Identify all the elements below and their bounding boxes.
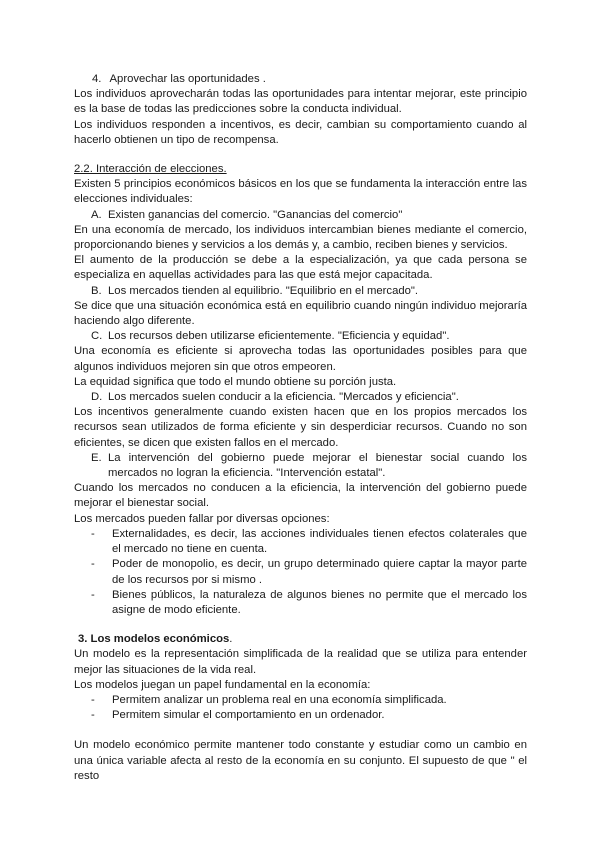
list-number: 4.: [92, 73, 102, 85]
sub-item-text: Existen ganancias del comercio. "Ganancias del comercio": [108, 208, 403, 221]
dash-marker: -: [91, 709, 95, 722]
list-item-text: Poder de monopolio, es decir, un grupo determinado quiere captar la mayor parte de los recursos por si mismo .: [112, 558, 527, 586]
list-item-text: Permitem simular el comportamiento en un ordenador.: [112, 709, 385, 722]
paragraph: La equidad significa que todo el mundo obtiene su porción justa.: [74, 375, 397, 388]
sub-item-text: Los recursos deben utilizarse eficientemente. "Eficiencia y equidad".: [108, 330, 450, 343]
sub-item-d: [91, 390, 527, 405]
paragraph: Un modelo económico permite mantener todo constante y estudiar como un cambio en una única variable afecta al resto de la economía en su conjunto. El supuesto de que " el resto: [74, 739, 527, 782]
sub-item-a: [91, 208, 527, 223]
paragraph: Los incentivos generalmente cuando existen hacen que en los propios mercados los recursos sean utilizados de forma eficiente y sin desperdiciar recursos. Cuando no son eficientes, se dicen que existen fallos en el mercado.: [74, 406, 527, 449]
list-item-text: Permitem analizar un problema real en una economía simplificada.: [112, 693, 447, 706]
list-item: [91, 708, 527, 723]
dash-marker: -: [91, 588, 95, 601]
dash-marker: -: [91, 558, 95, 571]
document-page: [74, 72, 527, 784]
paragraph: Existen 5 principios económicos básicos en los que se fundamenta la interacción entre las elecciones individuales:: [74, 178, 527, 206]
list-item: [91, 557, 527, 587]
sub-item-c: [91, 329, 527, 344]
sub-item-text: Los mercados suelen conducir a la eficiencia. "Mercados y eficiencia".: [108, 391, 459, 404]
sub-item-letter: E.: [91, 451, 102, 464]
dash-marker: -: [91, 693, 95, 706]
list-item: [91, 527, 527, 557]
paragraph: Cuando los mercados no conducen a la eficiencia, la intervención del gobierno puede mejorar el bienestar social.: [74, 482, 527, 510]
spacer: [74, 723, 527, 738]
paragraph: El aumento de la producción se debe a la especialización, ya que cada persona se especializa en aquellas actividades para las que está mejor capacitada.: [74, 254, 527, 282]
sub-item-letter: D.: [91, 391, 103, 404]
list-item: [91, 588, 527, 618]
list-item-text: Externalidades, es decir, las acciones individuales tienen efectos colaterales que el mercado no tiene en cuenta.: [112, 527, 527, 556]
section-heading-2-2: 2.2. Interacción de elecciones.: [74, 163, 227, 176]
list-item-text: Bienes públicos, la naturaleza de algunos bienes no permite que el mercado los asigne de modo eficiente.: [112, 588, 527, 616]
paragraph: Los modelos juegan un papel fundamental en la economía:: [74, 678, 371, 691]
heading-text: 3. Los modelos económicos: [78, 633, 230, 646]
paragraph: Una economía es eficiente si aprovecha todas las oportunidades posibles para que algunos individuos mejoren sin que otros empeoren.: [74, 345, 527, 373]
paragraph: Un modelo es la representación simplificada de la realidad que se utiliza para entender mejor las situaciones de la vida real.: [74, 648, 527, 676]
paragraph: Se dice que una situación económica está en equilibrio cuando ningún individuo mejoraría haciendo algo diferente.: [74, 299, 527, 328]
section-heading-3: [74, 632, 527, 647]
sub-item-letter: A.: [91, 208, 102, 221]
paragraph: Los individuos responden a incentivos, es decir, cambian su comportamiento cuando al hacerlo obtienen un tipo de recompensa.: [74, 118, 527, 146]
sub-item-letter: C.: [91, 330, 103, 343]
paragraph: Los mercados pueden fallar por diversas opciones:: [74, 512, 330, 525]
paragraph: En una economía de mercado, los individuos intercambian bienes mediante el comercio, proporcionando bienes y servicios a los demás y, a cambio, reciben bienes y servicios.: [74, 223, 527, 252]
sub-item-text: Los mercados tienden al equilibrio. "Equilibrio en el mercado".: [108, 284, 419, 297]
dash-marker: -: [91, 527, 95, 540]
sub-item-e: [91, 451, 527, 481]
sub-item-letter: B.: [91, 284, 102, 297]
heading-period: .: [229, 633, 233, 646]
sub-item-text: La intervención del gobierno puede mejorar el bienestar social cuando los mercados no logran la eficiencia. "Intervención estatal".: [108, 451, 527, 480]
list-item: [91, 693, 527, 708]
list-item-4: [74, 72, 527, 87]
paragraph: Los individuos aprovecharán todas las oportunidades para intentar mejorar, este principio es la base de todas las predicciones sobre la conducta individual.: [74, 88, 527, 116]
list-item-text: Aprovechar las oportunidades .: [109, 73, 266, 85]
sub-item-b: [91, 284, 527, 299]
